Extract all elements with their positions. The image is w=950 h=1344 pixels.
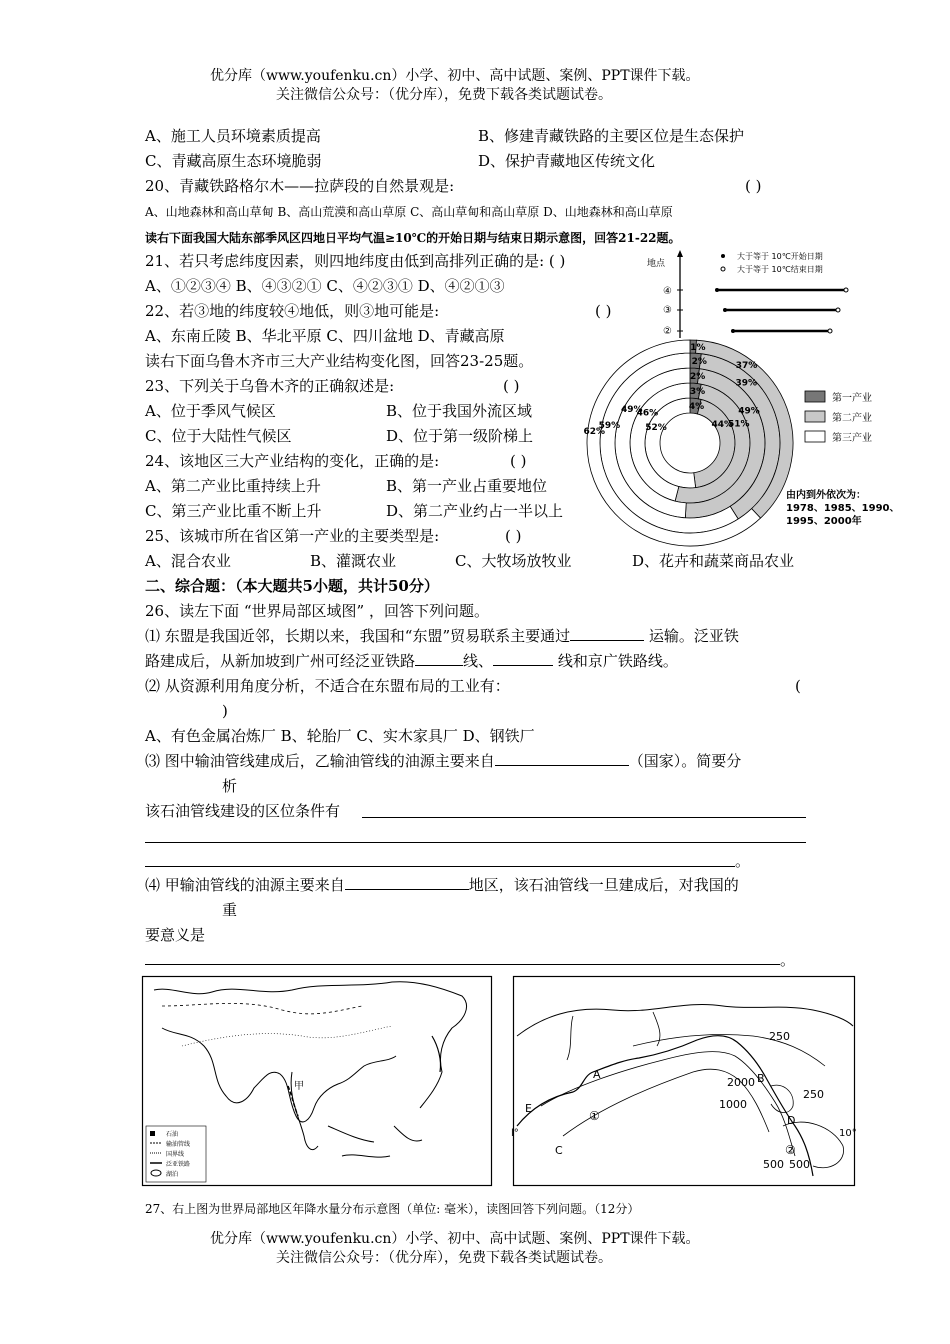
label-second-1995: 39% — [735, 378, 758, 389]
blank-transport[interactable] — [570, 626, 644, 641]
q26-part3-conditions: 该石油管线建设的区位条件有 — [145, 802, 341, 820]
footer-line-2: 关注微信公众号：（优分库），免费下载各类试题试卷。 — [276, 1250, 612, 1266]
q26-part4-end: 。 — [780, 951, 796, 969]
q25-option-d: D、花卉和蔬菜商品农业 — [632, 552, 795, 570]
blank-railway-2[interactable] — [493, 651, 553, 666]
label-second-1990: 49% — [738, 406, 760, 417]
legend-end-label: 大于等于 10℃结束日期 — [737, 265, 823, 274]
legend-first-label: 第一产业 — [832, 393, 872, 404]
legend-border: 国界线 — [166, 1151, 185, 1158]
q26-part2-paren-open: ( — [795, 677, 801, 695]
label-second-1978: 44% — [711, 419, 733, 430]
q26-part2: ⑵ 从资源利用角度分析，不适合在东盟布局的工业有： — [145, 677, 510, 695]
q25-option-c: C、大牧场放牧业 — [455, 552, 572, 570]
intro-23-25: 读右下面乌鲁木齐市三大产业结构变化图，回答23-25题。 — [145, 352, 534, 370]
q26-p1c: 路建成后，从新加坡到广州可经泛亚铁路 — [145, 652, 416, 670]
intro-21-22: 读右下面我国大陆东部季风区四地日平均气温≥10℃的开始日期与结束日期示意图，回答21-22题。 — [145, 231, 681, 245]
asia-region-map — [142, 976, 492, 1186]
point-2: ② — [785, 1143, 796, 1157]
q22-options: A、东南丘陵 B、华北平原 C、四川盆地 D、青藏高原 — [145, 327, 505, 345]
label-third-1990: 49% — [621, 404, 643, 415]
q25-option-b: B、灌溉农业 — [310, 552, 397, 570]
q20-options: A、山地森林和高山草甸 B、高山荒漠和高山草原 C、高山草甸和高山草原 D、山地森林和高山草原 — [145, 205, 673, 219]
q19-option-b: B、修建青藏铁路的主要区位是生态保护 — [478, 127, 745, 145]
legend-start-label: 大于等于 10℃开始日期 — [737, 252, 823, 261]
label-first-1978: 4% — [688, 402, 705, 413]
label-third-1985: 46% — [636, 408, 659, 419]
q20-paren: ( ) — [745, 177, 762, 195]
ring-note-1: 由内到外依次为： — [786, 490, 866, 501]
q26-p1b: 运输。泛亚铁 — [648, 627, 739, 645]
ring-note-2: 1978、1985、1990、 — [786, 503, 900, 514]
q24-option-d: D、第二产业约占一半以上 — [386, 502, 564, 520]
blank-oil-country[interactable] — [495, 751, 629, 766]
precip-500-b: 500 — [789, 1158, 810, 1171]
label-first-1995: 2% — [691, 357, 707, 368]
longitude-left: l° — [511, 1128, 519, 1139]
q24-option-b: B、第一产业占重要地位 — [386, 477, 548, 495]
q27-stem: 27、右上图为世界局部地区年降水量分布示意图（单位: 毫米），读图回答下列问题。（12分） — [145, 1202, 640, 1216]
point-a: A — [593, 1068, 601, 1081]
q26-p4a: ⑷ 甲输油管线的油源主要来自 — [145, 876, 345, 894]
q24-option-c: C、第三产业比重不断上升 — [145, 502, 322, 520]
label-third-2000年: 62% — [583, 427, 606, 438]
q25-paren: ( ) — [505, 527, 522, 545]
q22-stem: 22、若③地的纬度较④地低，则③地可能是: — [145, 302, 440, 320]
label-second-2000年: 37% — [735, 360, 758, 371]
q26-part4-cont: 重 — [222, 901, 238, 919]
place-2: ② — [663, 326, 672, 337]
legend-first-swatch — [805, 391, 825, 402]
precip-250-b: 250 — [803, 1088, 824, 1101]
label-first-2000年: 1% — [690, 342, 706, 353]
q19-option-a: A、施工人员环境素质提高 — [145, 127, 321, 145]
q26-p3a: ⑶ 图中输油管线建成后，乙输油管线的油源主要来自 — [145, 752, 495, 770]
q21-stem: 21、若只考虑纬度因素，则四地纬度由低到高排列正确的是: ( ) — [145, 252, 566, 270]
legend-third-swatch — [805, 431, 825, 442]
blank-oil-region[interactable] — [345, 875, 469, 890]
q26-p1e: 线和京广铁路线。 — [557, 652, 678, 670]
q19-option-d: D、保护青藏地区传统文化 — [478, 152, 656, 170]
section-2-title: 二、综合题：（本大题共5小题，共计50分） — [145, 577, 439, 595]
answer-line-1[interactable] — [362, 817, 806, 818]
legend-rail: 泛亚铁路 — [166, 1161, 191, 1168]
industry-ring-chart — [583, 342, 910, 548]
q26-stem: 26、读左下面 “世界局部区域图” ，回答下列问题。 — [145, 602, 489, 620]
point-d: D — [787, 1114, 796, 1127]
q26-p4b: 地区，该石油管线一旦建成后，对我国的 — [468, 876, 739, 894]
point-b: B — [757, 1072, 765, 1085]
q26-part3-end: 。 — [735, 852, 751, 870]
q26-p3b: （国家）。简要分 — [628, 752, 742, 770]
q23-stem: 23、下列关于乌鲁木齐的正确叙述是: — [145, 377, 395, 395]
q23-paren: ( ) — [503, 377, 520, 395]
q26-part2-paren-close: ) — [222, 702, 228, 720]
legend-pipeline: 输油管线 — [166, 1141, 191, 1148]
q26-part4-line1 — [145, 875, 739, 895]
point-e: E — [525, 1102, 532, 1115]
label-third-1978: 52% — [645, 423, 667, 434]
precip-500-a: 500 — [763, 1158, 784, 1171]
header-line-1: 优分库（www.youfenku.cn）小学、初中、高中试题、案例、PPT课件下载。 — [210, 68, 700, 84]
q26-part2-options: A、有色金属冶炼厂 B、轮胎厂 C、实木家具厂 D、钢铁厂 — [145, 727, 535, 745]
ring-note-3: 1995、2000年 — [786, 516, 862, 527]
q24-stem: 24、该地区三大产业结构的变化，正确的是: — [145, 452, 440, 470]
precipitation-map — [513, 976, 855, 1186]
q23-option-a: A、位于季风气候区 — [145, 402, 276, 420]
q21-options: A、①②③④ B、④③②① C、④②③① D、④②①③ — [145, 277, 505, 295]
legend-second-swatch — [805, 411, 825, 422]
answer-line-4[interactable] — [145, 964, 780, 965]
q23-option-d: D、位于第一级阶梯上 — [386, 427, 534, 445]
blank-railway-1[interactable] — [415, 651, 463, 666]
q24-paren: ( ) — [510, 452, 527, 470]
label-third-1995: 59% — [598, 421, 621, 432]
q25-option-a: A、混合农业 — [145, 552, 231, 570]
q26-part1-line1 — [145, 626, 739, 646]
q24-option-a: A、第二产业比重持续上升 — [145, 477, 321, 495]
header-line-2: 关注微信公众号：（优分库），免费下载各类试题试卷。 — [276, 87, 612, 103]
q23-option-c: C、位于大陆性气候区 — [145, 427, 292, 445]
legend-third-label: 第三产业 — [832, 433, 872, 444]
map-label-jia: 甲 — [294, 1081, 304, 1092]
label-first-1985: 3% — [689, 387, 706, 398]
answer-line-3[interactable] — [145, 866, 735, 867]
precip-1000: 1000 — [719, 1098, 747, 1111]
legend-oil: 石油 — [166, 1131, 179, 1138]
footer-line-1: 优分库（www.youfenku.cn）小学、初中、高中试题、案例、PPT课件下载。 — [210, 1231, 700, 1247]
point-1: ① — [589, 1109, 600, 1123]
place-4: ④ — [663, 286, 672, 297]
q19-option-c: C、青藏高原生态环境脆弱 — [145, 152, 322, 170]
q20-stem: 20、青藏铁路格尔木——拉萨段的自然景观是: — [145, 177, 455, 195]
chart-axis-label: 地点 — [647, 259, 666, 269]
label-first-1990: 2% — [689, 371, 706, 382]
q26-part4-meaning: 要意义是 — [145, 926, 206, 944]
q26-part3-line1 — [145, 751, 741, 771]
label-second-1985: 51% — [727, 419, 750, 430]
legend-second-label: 第二产业 — [832, 413, 872, 424]
q22-paren: ( ) — [595, 302, 612, 320]
q26-p1d: 线、 — [463, 652, 494, 670]
q23-option-b: B、位于我国外流区域 — [386, 402, 533, 420]
place-3: ③ — [663, 305, 672, 316]
q26-part3-analysis: 析 — [222, 777, 238, 795]
legend-lake: 湖泊 — [166, 1171, 179, 1178]
temperature-date-chart — [645, 250, 865, 345]
q26-p1a: ⑴ 东盟是我国近邻，长期以来，我国和“东盟”贸易联系主要通过 — [145, 627, 571, 645]
answer-line-2[interactable] — [145, 842, 806, 843]
q25-stem: 25、该城市所在省区第一产业的主要类型是: — [145, 527, 440, 545]
point-c: C — [555, 1144, 563, 1157]
longitude-right: 10° — [839, 1128, 857, 1139]
precip-2000: 2000 — [727, 1076, 755, 1089]
precip-250-a: 250 — [769, 1030, 790, 1043]
q26-part1-line2 — [145, 651, 678, 671]
